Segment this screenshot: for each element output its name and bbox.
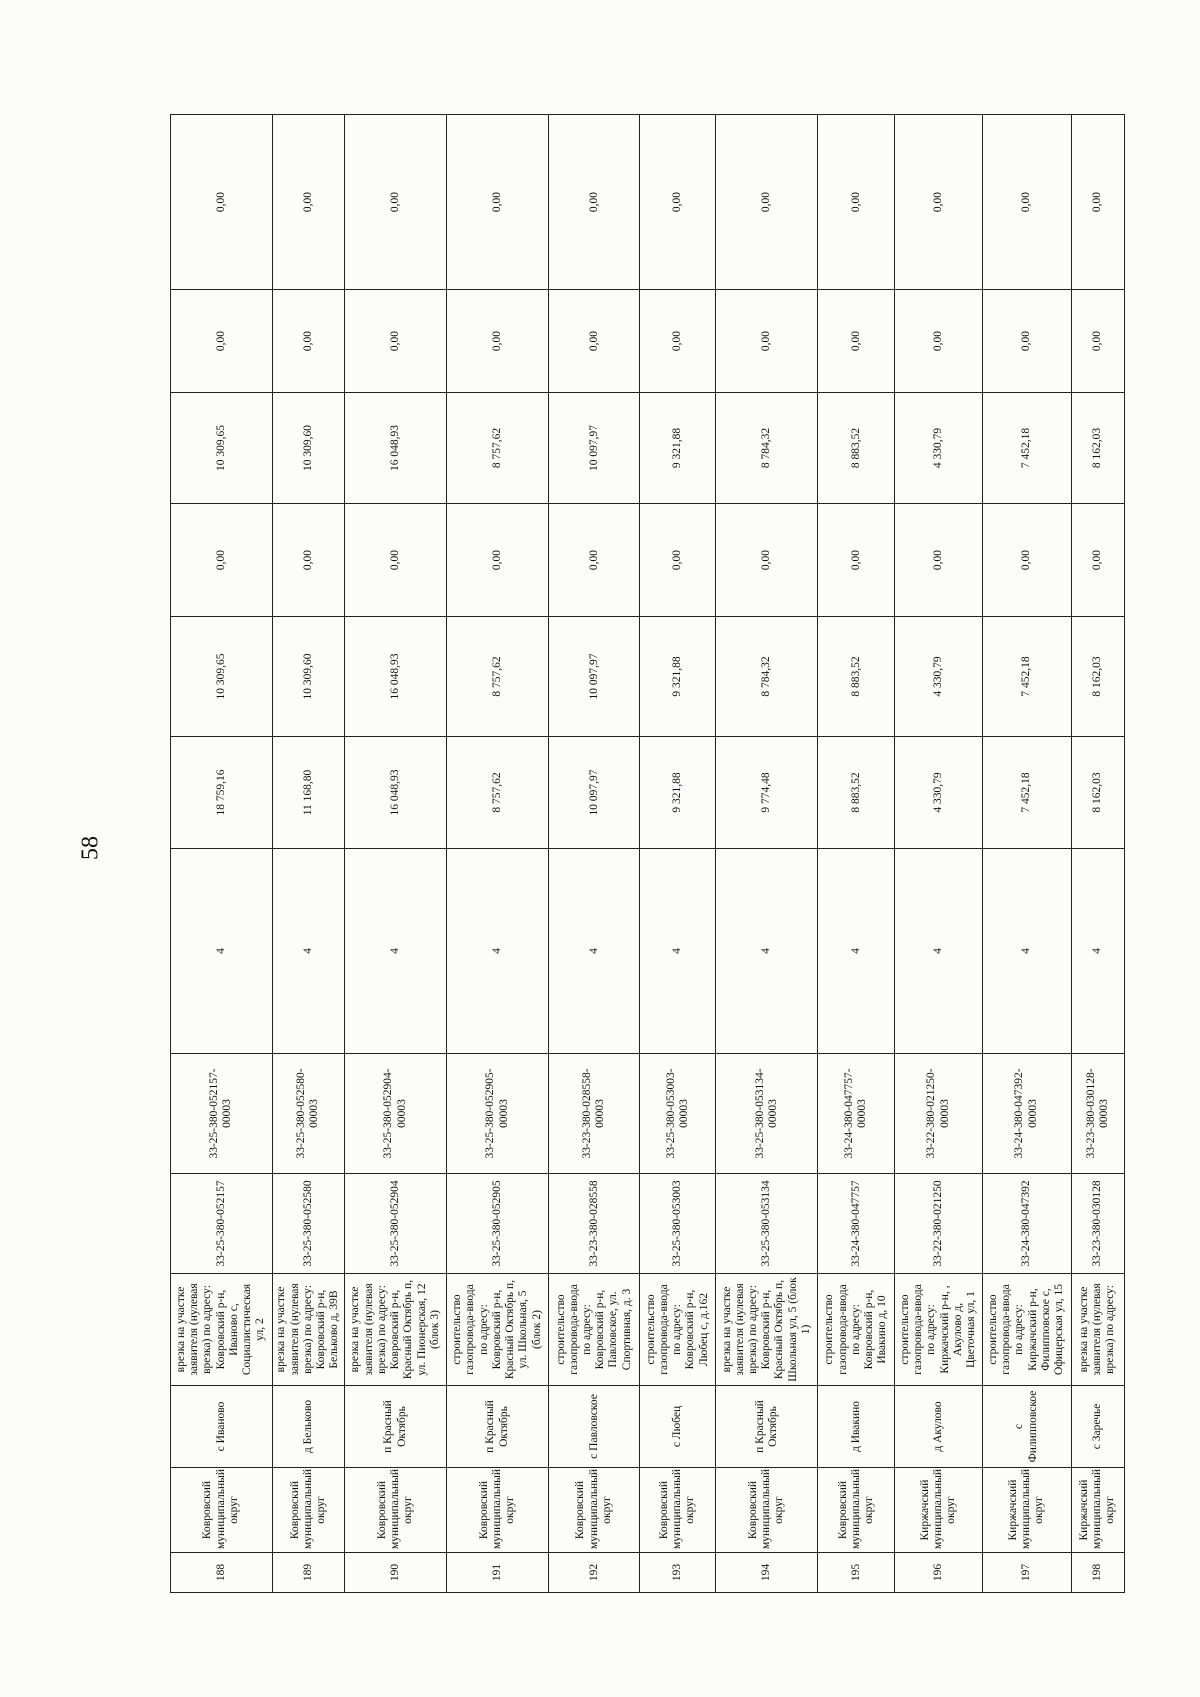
description-cell: строительство газопровода-ввода по адресу: Киржачский р-н, , Акулово д, Цветочная ул, 1: [895, 1274, 982, 1386]
value-2-cell: 8 162,03: [1071, 617, 1124, 737]
gas-connection-table: [170, 114, 1125, 1593]
category-cell: 4: [272, 849, 345, 1054]
object-code-cell: 33-24-380-047392-00003: [982, 1054, 1071, 1174]
district-cell: Ковровский муниципальный округ: [716, 1468, 818, 1553]
value-1-cell: 9 774,48: [716, 737, 818, 849]
value-3-cell: 0,00: [640, 504, 716, 617]
value-6-cell: 0,00: [982, 115, 1071, 290]
table-row: [895, 115, 982, 1593]
object-code-cell: 33-25-380-052157-00003: [171, 1054, 273, 1174]
value-1-cell: 8 883,52: [818, 737, 895, 849]
value-5-cell: 0,00: [549, 290, 640, 393]
category-cell: 4: [982, 849, 1071, 1054]
cadastre-cell: 33-23-380-028558: [549, 1174, 640, 1274]
cadastre-cell: 33-24-380-047757: [818, 1174, 895, 1274]
object-code-cell: 33-25-380-053134-00003: [716, 1054, 818, 1174]
value-1-cell: 11 168,80: [272, 737, 345, 849]
table-row: [446, 115, 548, 1593]
settlement-cell: п Красный Октябрь: [446, 1386, 548, 1468]
category-cell: 4: [895, 849, 982, 1054]
table-body: [171, 115, 1125, 1593]
value-3-cell: 0,00: [818, 504, 895, 617]
category-cell: 4: [345, 849, 447, 1054]
value-5-cell: 0,00: [171, 290, 273, 393]
row-number: 192: [549, 1553, 640, 1593]
cadastre-cell: 33-25-380-052157: [171, 1174, 273, 1274]
value-4-cell: 16 048,93: [345, 393, 447, 504]
object-code-cell: 33-24-380-047757-00003: [818, 1054, 895, 1174]
value-4-cell: 7 452,18: [982, 393, 1071, 504]
value-2-cell: 8 883,52: [818, 617, 895, 737]
cadastre-cell: 33-24-380-047392: [982, 1174, 1071, 1274]
description-cell: строительство газопровода-ввода по адресу: Киржачский р-н, Филипповское с, Офицерская ул, 15: [982, 1274, 1071, 1386]
value-3-cell: 0,00: [446, 504, 548, 617]
value-5-cell: 0,00: [818, 290, 895, 393]
value-6-cell: 0,00: [1071, 115, 1124, 290]
value-5-cell: 0,00: [446, 290, 548, 393]
table-row: [345, 115, 447, 1593]
value-1-cell: 8 757,62: [446, 737, 548, 849]
value-3-cell: 0,00: [549, 504, 640, 617]
category-cell: 4: [716, 849, 818, 1054]
description-cell: строительство газопровода-ввода по адресу: Ковровский р-н, Красный Октябрь п, ул. Школьная, 5 (блок 2): [446, 1274, 548, 1386]
value-1-cell: 9 321,88: [640, 737, 716, 849]
value-6-cell: 0,00: [716, 115, 818, 290]
cadastre-cell: 33-25-380-053003: [640, 1174, 716, 1274]
description-cell: строительство газопровода-ввода по адресу: Ковровский р-н, Павловское, ул. Спортивная, д. 3: [549, 1274, 640, 1386]
settlement-cell: с Любец: [640, 1386, 716, 1468]
value-6-cell: 0,00: [549, 115, 640, 290]
value-2-cell: 16 048,93: [345, 617, 447, 737]
row-number: 196: [895, 1553, 982, 1593]
description-cell: строительство газопровода-ввода по адресу: Ковровский р-н, Любец с, д.162: [640, 1274, 716, 1386]
object-code-cell: 33-23-380-030128-00003: [1071, 1054, 1124, 1174]
cadastre-cell: 33-23-380-030128: [1071, 1174, 1124, 1274]
object-code-cell: 33-25-380-052905-00003: [446, 1054, 548, 1174]
row-number: 189: [272, 1553, 345, 1593]
district-cell: Ковровский муниципальный округ: [272, 1468, 345, 1553]
cadastre-cell: 33-22-380-021250: [895, 1174, 982, 1274]
value-6-cell: 0,00: [345, 115, 447, 290]
value-1-cell: 4 330,79: [895, 737, 982, 849]
table-row: [982, 115, 1071, 1593]
value-4-cell: 8 883,52: [818, 393, 895, 504]
value-5-cell: 0,00: [716, 290, 818, 393]
value-3-cell: 0,00: [272, 504, 345, 617]
category-cell: 4: [1071, 849, 1124, 1054]
value-5-cell: 0,00: [640, 290, 716, 393]
value-3-cell: 0,00: [171, 504, 273, 617]
value-6-cell: 0,00: [895, 115, 982, 290]
value-3-cell: 0,00: [345, 504, 447, 617]
cadastre-cell: 33-25-380-052904: [345, 1174, 447, 1274]
description-cell: врезка на участке заявителя (нулевая врезка) по адресу: Ковровский р-н, Красный Октябрь п, Школьная ул, 5 (блок 1): [716, 1274, 818, 1386]
table-row: [549, 115, 640, 1593]
district-cell: Ковровский муниципальный округ: [345, 1468, 447, 1553]
value-4-cell: 4 330,79: [895, 393, 982, 504]
value-2-cell: 8 784,32: [716, 617, 818, 737]
table-row: [272, 115, 345, 1593]
value-4-cell: 10 097,97: [549, 393, 640, 504]
settlement-cell: д Ивакино: [818, 1386, 895, 1468]
object-code-cell: 33-22-380-021250-00003: [895, 1054, 982, 1174]
value-2-cell: 8 757,62: [446, 617, 548, 737]
value-6-cell: 0,00: [818, 115, 895, 290]
table-row: [171, 115, 273, 1593]
value-6-cell: 0,00: [272, 115, 345, 290]
object-code-cell: 33-25-380-052904-00003: [345, 1054, 447, 1174]
row-number: 197: [982, 1553, 1071, 1593]
settlement-cell: д Бельково: [272, 1386, 345, 1468]
description-cell: врезка на участке заявителя (нулевая врезка) по адресу: Ковровский р-н, Иваново с, Социалистическая ул, 2: [171, 1274, 273, 1386]
value-2-cell: 7 452,18: [982, 617, 1071, 737]
row-number: 191: [446, 1553, 548, 1593]
value-5-cell: 0,00: [272, 290, 345, 393]
value-3-cell: 0,00: [716, 504, 818, 617]
value-3-cell: 0,00: [982, 504, 1071, 617]
value-2-cell: 10 097,97: [549, 617, 640, 737]
settlement-cell: с Заречье: [1071, 1386, 1124, 1468]
object-code-cell: 33-25-380-053003-00003: [640, 1054, 716, 1174]
value-5-cell: 0,00: [895, 290, 982, 393]
value-2-cell: 9 321,88: [640, 617, 716, 737]
category-cell: 4: [818, 849, 895, 1054]
value-1-cell: 7 452,18: [982, 737, 1071, 849]
category-cell: 4: [171, 849, 273, 1054]
category-cell: 4: [640, 849, 716, 1054]
district-cell: Ковровский муниципальный округ: [171, 1468, 273, 1553]
row-number: 193: [640, 1553, 716, 1593]
description-cell: врезка на участке заявителя (нулевая врезка) по адресу: Ковровский р-н, Бельково д, 39В: [272, 1274, 345, 1386]
value-4-cell: 8 757,62: [446, 393, 548, 504]
cadastre-cell: 33-25-380-052580: [272, 1174, 345, 1274]
value-6-cell: 0,00: [171, 115, 273, 290]
value-6-cell: 0,00: [446, 115, 548, 290]
value-2-cell: 4 330,79: [895, 617, 982, 737]
value-3-cell: 0,00: [1071, 504, 1124, 617]
description-cell: врезка на участке заявителя (нулевая врезка) по адресу:: [1071, 1274, 1124, 1386]
category-cell: 4: [446, 849, 548, 1054]
district-cell: Ковровский муниципальный округ: [446, 1468, 548, 1553]
table-row: [716, 115, 818, 1593]
object-code-cell: 33-23-380-028558-00003: [549, 1054, 640, 1174]
settlement-cell: п Красный Октябрь: [716, 1386, 818, 1468]
value-1-cell: 8 162,03: [1071, 737, 1124, 849]
value-6-cell: 0,00: [640, 115, 716, 290]
cadastre-cell: 33-25-380-052905: [446, 1174, 548, 1274]
value-5-cell: 0,00: [345, 290, 447, 393]
district-cell: Ковровский муниципальный округ: [818, 1468, 895, 1553]
row-number: 194: [716, 1553, 818, 1593]
value-3-cell: 0,00: [895, 504, 982, 617]
cadastre-cell: 33-25-380-053134: [716, 1174, 818, 1274]
row-number: 188: [171, 1553, 273, 1593]
table-row: [640, 115, 716, 1593]
rotated-table-wrapper: [170, 115, 1125, 1593]
value-4-cell: 8 162,03: [1071, 393, 1124, 504]
settlement-cell: д Акулово: [895, 1386, 982, 1468]
value-4-cell: 10 309,60: [272, 393, 345, 504]
value-4-cell: 8 784,32: [716, 393, 818, 504]
row-number: 195: [818, 1553, 895, 1593]
description-cell: врезка на участке заявителя (нулевая врезка) по адресу: Ковровский р-н, Красный Октябрь п, ул. Пионерская, 12 (блок 3): [345, 1274, 447, 1386]
district-cell: Ковровский муниципальный округ: [640, 1468, 716, 1553]
value-2-cell: 10 309,65: [171, 617, 273, 737]
value-5-cell: 0,00: [982, 290, 1071, 393]
value-1-cell: 10 097,97: [549, 737, 640, 849]
object-code-cell: 33-25-380-052580-00003: [272, 1054, 345, 1174]
settlement-cell: с Иваново: [171, 1386, 273, 1468]
settlement-cell: п Красный Октябрь: [345, 1386, 447, 1468]
value-1-cell: 16 048,93: [345, 737, 447, 849]
district-cell: Киржачский муниципальный округ: [895, 1468, 982, 1553]
row-number: 198: [1071, 1553, 1124, 1593]
value-2-cell: 10 309,60: [272, 617, 345, 737]
description-cell: строительство газопровода-ввода по адресу: Ковровский р-н, Ивакино д, 10: [818, 1274, 895, 1386]
value-1-cell: 18 759,16: [171, 737, 273, 849]
district-cell: Ковровский муниципальный округ: [549, 1468, 640, 1553]
district-cell: Киржачский муниципальный округ: [1071, 1468, 1124, 1553]
district-cell: Киржачский муниципальный округ: [982, 1468, 1071, 1553]
value-4-cell: 10 309,65: [171, 393, 273, 504]
page-number-text: 58: [77, 836, 104, 860]
table-row: [1071, 115, 1124, 1593]
category-cell: 4: [549, 849, 640, 1054]
document-scan: [170, 115, 1125, 1593]
table-row: [818, 115, 895, 1593]
row-number: 190: [345, 1553, 447, 1593]
settlement-cell: с Павловское: [549, 1386, 640, 1468]
settlement-cell: с Филипповское: [982, 1386, 1071, 1468]
value-5-cell: 0,00: [1071, 290, 1124, 393]
value-4-cell: 9 321,88: [640, 393, 716, 504]
